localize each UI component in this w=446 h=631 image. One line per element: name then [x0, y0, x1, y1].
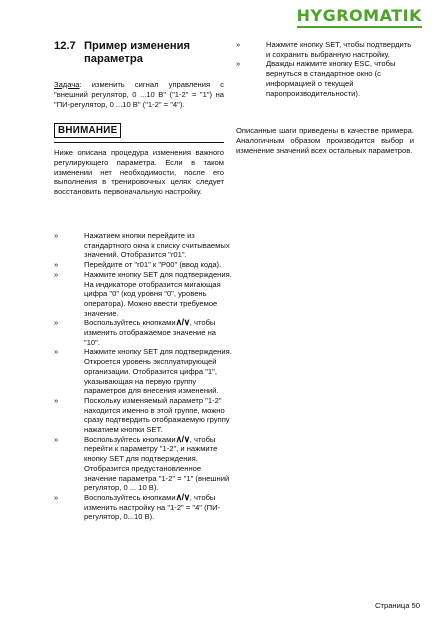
warning-badge: ВНИМАНИЕ: [54, 123, 121, 138]
step-text: Нажмите кнопку SET, чтобы подтвердить и сохранить выбранную настройку.: [266, 40, 412, 59]
step-item: [236, 40, 414, 59]
step-text: [84, 318, 234, 347]
bullet-marker: »: [54, 231, 59, 240]
description-text: Описанные шаги приведены в качестве примера. Аналогичным образом производится выбор и изменение значений всех остальных параметров.: [236, 126, 414, 155]
step-item: [54, 396, 234, 435]
logo-part1: HYGRO: [296, 6, 364, 25]
bullet-marker: »: [54, 260, 59, 270]
page-number: Страница 50: [375, 601, 420, 610]
step-item: [54, 270, 234, 319]
section-title: Пример изменения параметра: [84, 40, 190, 65]
task-label: Задача: [54, 80, 80, 89]
bullet-marker: »: [236, 40, 241, 49]
task-text: : изменить сигнал управления с "внешний регулятор, 0 ...10 В" ("1-2" = "1") на "ПИ-регулятор, 0 ...10 В" ("1-2" = "4").: [54, 80, 224, 109]
bullet-marker: »: [54, 347, 59, 357]
step-text-post: , чтобы изменить настройку на "1-2" = "4" (ПИ-регулятор, 0...10 В).: [84, 492, 221, 522]
step-text: Поскольку изменяемый параметр "1-2" находится именно в этой группе, можно сразу подтвердить отображаемую группу нажатием кнопки SET.: [84, 395, 230, 435]
task-paragraph: [54, 80, 224, 110]
step-text-pre: Воспользуйтесь кнопками: [84, 434, 176, 444]
section-number: 12.7: [54, 40, 76, 52]
logo-part2: MATIK: [363, 6, 422, 25]
up-down-arrows-icon: ∧/∨: [175, 433, 190, 444]
section-heading: [54, 40, 224, 66]
step-item: [54, 231, 234, 260]
bullet-marker: »: [54, 395, 59, 405]
step-text: Нажмите кнопку SET для подтверждения. На индикаторе отобразится мигающая цифра "0" (код уровня "0", уровень оператора). Можно ввести требуемое значение.: [84, 269, 232, 318]
step-text-post: , чтобы изменить отображаемое значение на "10".: [84, 318, 217, 347]
step-text: Дважды нажмите кнопку ESC, чтобы вернуться в стандартное окно (с информацией о текущей паропроизводительности).: [266, 59, 396, 98]
step-item: [54, 435, 234, 493]
step-text-pre: Воспользуйтесь кнопками: [84, 318, 176, 328]
steps-right-ul: [236, 40, 414, 98]
bullet-marker: »: [54, 434, 59, 444]
up-down-arrows-icon: ∧/∨: [175, 491, 190, 502]
up-down-arrows-icon: ∧/∨: [175, 317, 190, 328]
step-text-post: , чтобы перейти к параметру "1-2", и нажмите кнопку SET для подтверждения. Отобразится предустановленное значение параметра "1-2" = "1" (внешний регулятор, 0 ... 10 В).: [84, 434, 230, 493]
warning-text: Ниже описана процедура изменения важного регулирующего параметра. Если в таком изменении нет необходимости, после его выполнения в тренировочных целях следует восстановить первоначальную настройку.: [54, 148, 224, 197]
step-item: [54, 318, 234, 347]
bullet-marker: »: [236, 59, 241, 69]
step-item: [236, 59, 414, 98]
bullet-marker: »: [54, 318, 59, 328]
step-text: [84, 435, 234, 493]
steps-left-ul: [54, 231, 234, 522]
step-text: Нажатием кнопки перейдите из стандартного окна к списку считываемых значений. Отобразится "r01".: [84, 231, 230, 260]
step-item: [54, 347, 234, 396]
warning-rule: [54, 142, 224, 143]
step-item: [54, 493, 234, 522]
logo-stripe: [297, 26, 422, 28]
hygromatik-logo: [297, 6, 422, 28]
step-text: [84, 493, 234, 522]
left-column: [54, 40, 224, 197]
steps-list-left: [54, 231, 234, 522]
step-text: Нажмите кнопку SET для подтверждения. Откроется уровень эксплуатирующей организации. Отобразится цифра "1", указывающая на первую группу параметров для внесения изменений.: [84, 347, 232, 396]
step-text: Перейдите от "r01" к "P00" (ввод кода).: [84, 260, 222, 270]
step-text-pre: Воспользуйтесь кнопками: [84, 492, 176, 502]
bullet-marker: »: [54, 492, 59, 502]
right-column: [236, 40, 414, 156]
bullet-marker: »: [54, 269, 59, 279]
step-item: [54, 260, 234, 270]
